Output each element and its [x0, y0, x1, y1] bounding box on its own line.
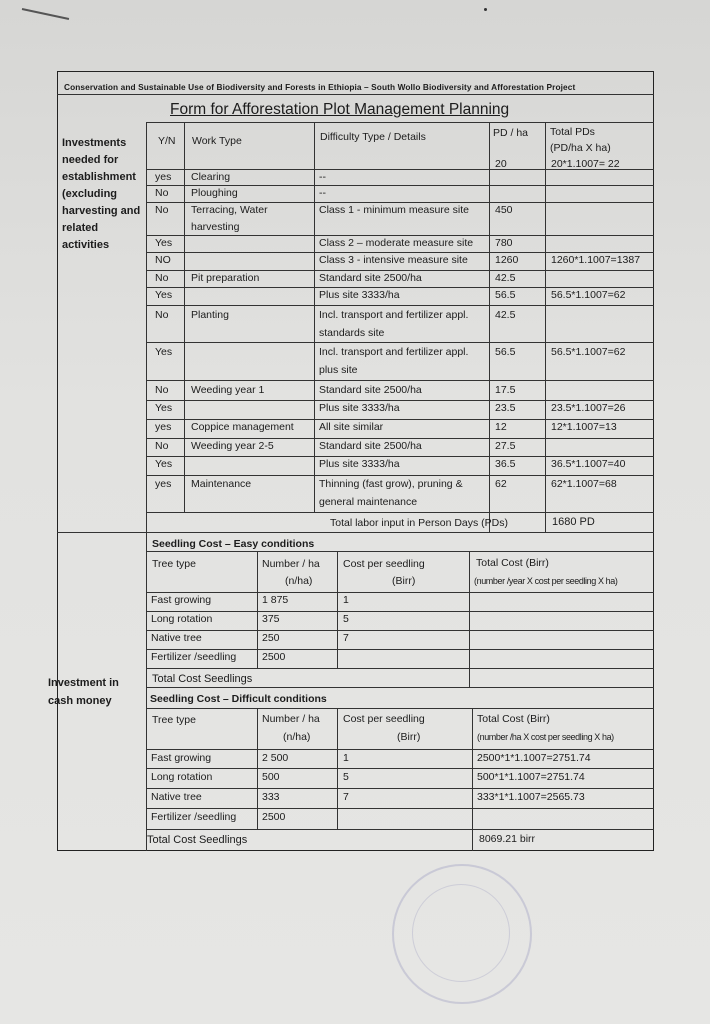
yn-cell: Yes	[155, 458, 173, 470]
number-per-ha-cell: 2500	[262, 811, 286, 823]
yn-cell: No	[155, 309, 169, 321]
pd-ha-cell: 23.5	[495, 402, 516, 414]
difficult-header-tree: Tree type	[152, 714, 196, 726]
easy-header-cost: Cost per seedling	[343, 558, 425, 570]
detail-cell: All site similar	[319, 421, 384, 433]
difficult-header-total-sub: (number /ha X cost per seedling X ha)	[477, 732, 614, 742]
detail-cell: Class 1 - minimum measure site	[319, 204, 469, 216]
header-pd-ha: PD / ha	[493, 127, 529, 139]
tree-type-cell: Native tree	[151, 632, 202, 644]
tree-type-cell: Fertilizer /seedling	[151, 811, 237, 823]
total-labor-label: Total labor input in Person Days (PDs)	[330, 517, 508, 529]
yn-cell: yes	[155, 421, 172, 433]
detail-cell: Plus site 3333/ha	[319, 289, 400, 301]
work-type-cell: Maintenance	[191, 478, 252, 490]
work-type-cell: Weeding year 2-5	[191, 440, 274, 452]
total-pds-cell: 12*1.1007=13	[551, 421, 617, 433]
yn-cell: No	[155, 384, 169, 396]
easy-header-cost-sub: (Birr)	[392, 575, 416, 587]
number-per-ha-cell: 500	[262, 771, 280, 783]
cost-per-seedling-cell: 7	[343, 632, 349, 644]
detail-cell: Class 3 - intensive measure site	[319, 254, 468, 266]
yn-cell: Yes	[155, 237, 173, 249]
cost-per-seedling-cell: 5	[343, 613, 349, 625]
total-cost-cell: 500*1*1.1007=2751.74	[477, 771, 585, 783]
number-per-ha-cell: 2500	[262, 651, 286, 663]
number-per-ha-cell: 333	[262, 791, 280, 803]
number-per-ha-cell: 375	[262, 613, 280, 625]
total-pds-cell: 1260*1.1007=1387	[551, 254, 641, 266]
detail-cell: Standard site 2500/ha	[319, 384, 422, 396]
yn-cell: yes	[155, 478, 172, 490]
cost-per-seedling-cell: 7	[343, 791, 349, 803]
pd-ha-cell: 36.5	[495, 458, 516, 470]
official-stamp-inner	[412, 884, 510, 982]
difficult-header-cost-sub: (Birr)	[397, 731, 421, 743]
total-cost-cell: 2500*1*1.1007=2751.74	[477, 752, 591, 764]
work-type-cell: Planting	[191, 309, 229, 321]
work-type-cell: Coppice management	[191, 421, 294, 433]
total-pds-cell: 36.5*1.1007=40	[551, 458, 626, 470]
detail-cell: Standard site 2500/ha	[319, 272, 422, 284]
work-type-cell: Weeding year 1	[191, 384, 265, 396]
work-type-cell: Clearing	[191, 171, 231, 183]
form-title: Form for Afforestation Plot Management Planning	[170, 101, 510, 118]
total-pds-cell: 62*1.1007=68	[551, 478, 617, 490]
header-difficulty: Difficulty Type / Details	[320, 131, 426, 143]
total-pds-cell: 56.5*1.1007=62	[551, 346, 626, 358]
tree-type-cell: Native tree	[151, 791, 202, 803]
pd-ha-cell: 12	[495, 421, 507, 433]
pd-ha-cell: 450	[495, 204, 513, 216]
yn-cell: yes	[155, 171, 172, 183]
yn-cell: NO	[155, 254, 171, 266]
work-type-cell: harvesting	[191, 221, 240, 233]
detail-cell: Standard site 2500/ha	[319, 440, 422, 452]
detail-cell: Plus site 3333/ha	[319, 458, 400, 470]
tree-type-cell: Fertilizer /seedling	[151, 651, 237, 663]
easy-total-label: Total Cost Seedlings	[152, 673, 253, 685]
detail-cell: Class 2 – moderate measure site	[319, 237, 474, 249]
header-total-pds: Total PDs	[550, 126, 595, 138]
yn-cell: Yes	[155, 346, 173, 358]
detail-cell: Plus site 3333/ha	[319, 402, 400, 414]
pd-ha-cell: 62	[495, 478, 507, 490]
difficult-header-total: Total Cost (Birr)	[477, 713, 550, 725]
detail-cell: Incl. transport and fertilizer appl.	[319, 309, 469, 321]
detail-cell: general maintenance	[319, 496, 418, 508]
yn-cell: Yes	[155, 289, 173, 301]
cost-per-seedling-cell: 1	[343, 752, 349, 764]
yn-cell: No	[155, 272, 169, 284]
yn-cell: No	[155, 187, 169, 199]
difficult-header-cost: Cost per seedling	[343, 713, 425, 725]
pd-ha-cell: 56.5	[495, 346, 516, 358]
total-labor-value: 1680 PD	[552, 516, 595, 528]
number-per-ha-cell: 250	[262, 632, 280, 644]
tree-type-cell: Long rotation	[151, 613, 213, 625]
number-per-ha-cell: 2 500	[262, 752, 289, 764]
dot-mark	[484, 8, 487, 11]
cost-per-seedling-cell: 5	[343, 771, 349, 783]
pd-ha-cell: 56.5	[495, 289, 516, 301]
detail-cell: standards site	[319, 327, 385, 339]
cost-per-seedling-cell: 1	[343, 594, 349, 606]
total-cost-cell: 333*1*1.1007=2565.73	[477, 791, 585, 803]
tree-type-cell: Fast growing	[151, 752, 212, 764]
detail-cell: Thinning (fast grow), pruning &	[319, 478, 463, 490]
pd-ha-cell: 780	[495, 237, 513, 249]
yn-cell: No	[155, 440, 169, 452]
total-pds-cell: 23.5*1.1007=26	[551, 402, 626, 414]
difficult-total-label: Total Cost Seedlings	[147, 834, 248, 846]
pd-ha-cell: 27.5	[495, 440, 516, 452]
pd-ha-cell: 42.5	[495, 272, 516, 284]
tree-type-cell: Long rotation	[151, 771, 213, 783]
pen-mark	[22, 8, 69, 20]
number-per-ha-cell: 1 875	[262, 594, 289, 606]
easy-section-title: Seedling Cost – Easy conditions	[152, 538, 315, 550]
work-type-cell: Pit preparation	[191, 272, 260, 284]
easy-header-num: Number / ha	[262, 558, 320, 570]
header-yn: Y/N	[158, 135, 176, 147]
project-title: Conservation and Sustainable Use of Biodiversity and Forests in Ethiopia – South Wollo Biodiversity and Afforestation Project	[64, 82, 576, 92]
pd-ha-cell: 20	[495, 158, 507, 170]
detail-cell: plus site	[319, 364, 358, 376]
work-type-cell: Ploughing	[191, 187, 238, 199]
pd-ha-cell: 42.5	[495, 309, 516, 321]
yn-cell: No	[155, 204, 169, 216]
detail-cell: --	[319, 171, 326, 183]
difficult-header-num: Number / ha	[262, 713, 320, 725]
easy-header-total-sub: (number /year X cost per seedling X ha)	[474, 576, 618, 586]
yn-cell: Yes	[155, 402, 173, 414]
easy-header-total: Total Cost (Birr)	[476, 557, 549, 569]
header-total-pds-sub: (PD/ha X ha)	[550, 142, 611, 154]
easy-header-tree: Tree type	[152, 558, 196, 570]
detail-cell: --	[319, 187, 326, 199]
total-pds-cell: 56.5*1.1007=62	[551, 289, 626, 301]
pd-ha-cell: 17.5	[495, 384, 516, 396]
difficult-total-value: 8069.21 birr	[479, 833, 536, 845]
header-work-type: Work Type	[192, 135, 242, 147]
pd-ha-cell: 1260	[495, 254, 519, 266]
total-pds-cell: 20*1.1007= 22	[551, 158, 620, 170]
tree-type-cell: Fast growing	[151, 594, 212, 606]
scanned-paper: Conservation and Sustainable Use of Biodiversity and Forests in Ethiopia – South Wollo Biodiversity and Afforestation Project Form for Afforestation Plot Management Planning Investments needed for establishment (excluding harvesting and related activities Investment in cash money Y/N Work Type Difficulty Type / Details PD / ha Total PDs (PD/ha X ha) 20 20*1.1007= 22 yes Clearing -- No Ploughing -- No Terracing, Water Class 1 - minimum measure site 450 harvesting Yes Class 2 – moderate measure site 780 NO Class 3 - intensive measure site 1260 1260*1.1007=1387 No Pit preparation Standard site 2500/ha 42.5 Yes Plus site 3333/ha 56.5 56.5*1.1007=62 No Planting Incl. transport and fertilizer appl. 42.5 standards site Yes Incl. transport and fertilizer appl. 56.5 56.5*1.1007=62 plus site No Weeding year 1 Standard site 2500/ha 17.5 Yes Plus site 3333/ha 23.5 23.5*1.1007=26 yes Coppice management All site similar 12 12*1.1007=13 No Weeding year 2-5 Standard site 2500/ha 27.5 Yes Plus site 3333/ha 36.5 36.5*1.1007=40 yes Maintenance Thinning (fast grow), pruning & 62 62*1.1007=68 general maintenance Total labor input in Person Days (PDs) 1680 PD Seedling Cost – Easy conditions Tree type Number / ha (n/ha) Cost per seedling (Birr) Total Cost (Birr) (number /year X cost per seedling X ha) Fast growing 1 875 1 Long rotation 375 5 Native tree 250 7 Fertilizer /seedling 2500 Total Cost Seedlings Seedling Cost – Difficult conditions Tree type Number / ha (n/ha) Cost per seedling (Birr) Total Cost (Birr) (number /ha X cost per seedling X ha) Fast growing 2 500 1 2500*1*1.1007=2751.74 Long rotation 500 5 500*1*1.1007=2751.74 Native tree 333 7 333*1*1.1007=2565.73 Fertilizer /seedling 2500 Total Cost Seedlings 8069.21 birr	[0, 0, 710, 1024]
detail-cell: Incl. transport and fertilizer appl.	[319, 346, 469, 358]
easy-header-num-sub: (n/ha)	[285, 575, 313, 587]
difficult-section-title: Seedling Cost – Difficult conditions	[150, 693, 327, 705]
work-type-cell: Terracing, Water	[191, 204, 268, 216]
difficult-header-num-sub: (n/ha)	[283, 731, 311, 743]
